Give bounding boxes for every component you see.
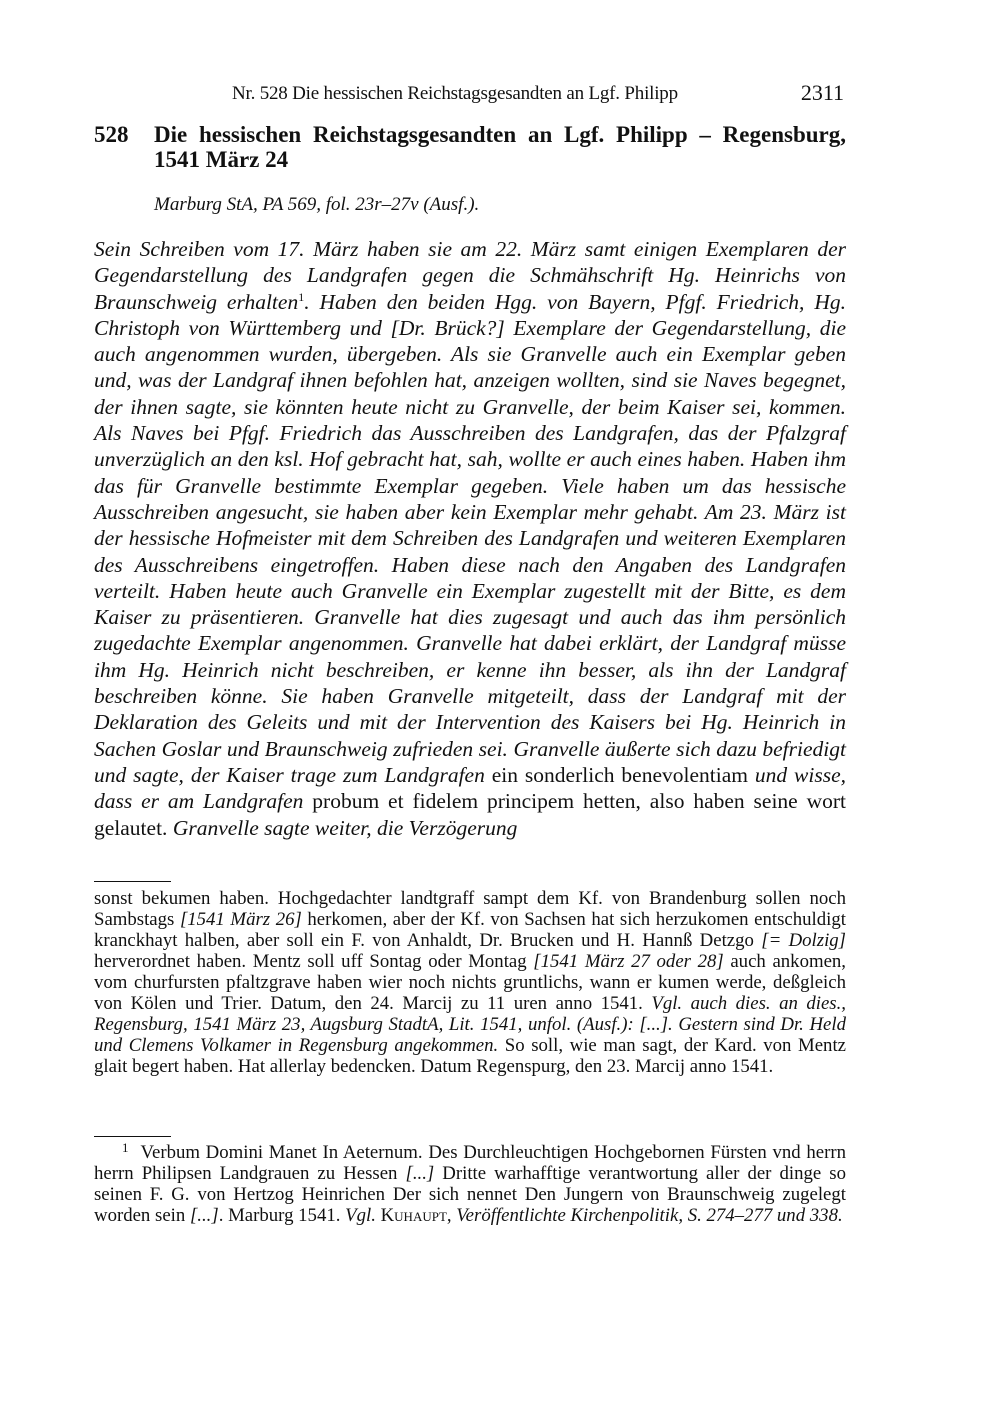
editorial-note: [= Dolzig]: [761, 930, 846, 951]
running-title: Nr. 528 Die hessischen Reichstagsgesandten an Lgf. Philipp: [232, 83, 678, 104]
quotation: probum et fidelem principem hetten, also haben seine wort gelautet.: [94, 789, 846, 840]
footnote-reference[interactable]: 1: [298, 289, 305, 304]
footnote-1: [94, 1142, 846, 1226]
footnote-divider: [94, 881, 171, 882]
editorial-note: [1541 März 26]: [179, 909, 302, 930]
editorial-note: [1541 März 27 oder 28]: [533, 951, 724, 972]
footnote-text: So soll, wie man sagt, der Kard. von Mentz glait begert haben. Hat allerlay bedencken. Datum Regenspurg, den 23. Marcij anno 1541.: [94, 1035, 847, 1077]
editorial-note: [...]: [189, 1205, 219, 1226]
running-head: [94, 80, 846, 106]
main-text: [94, 236, 846, 841]
editorial-note: Vgl.: [345, 1205, 376, 1226]
editorial-note: [...]: [405, 1163, 435, 1184]
footnote-divider: [94, 1136, 171, 1137]
footnote-text: Verbum Domini Manet In Aeternum. Des Durchleuchtigen Hochgebornen Fürsten vnd herrn herrn Philipsen Landgrauen zu Hessen: [94, 1142, 846, 1184]
source-note: Marburg StA, PA 569, fol. 23r–27v (Ausf.).: [154, 194, 480, 215]
footnote-text: sonst bekumen haben. Hochgedachter landtgraff sampt dem Kf. von Brandenburg sollen noch Sambstags: [94, 888, 846, 930]
footnote-mark: 1: [122, 1140, 129, 1155]
document-title: Die hessischen Reichstagsgesandten an Lgf. Philipp – Regensburg, 1541 März 24: [154, 122, 846, 172]
main-text-part: und wisse, dass er am Landgrafen: [94, 762, 847, 814]
document-heading: [94, 122, 846, 172]
footnote-text: ,: [446, 1205, 457, 1226]
footnote-text: Dritte warhafftige verantwortung aller der dinge so seinen F. G. von Hertzog Heinrichen Der sich nennet Den Jungern von Braunschweig zugelegt worden sein: [94, 1163, 846, 1226]
main-text-part: . Haben den beiden Hgg. von Bayern, Pfgf. Friedrich, Hg. Christoph von Württemberg und [Dr. Brück?] Exemplare der Gegendarstellung, die auch angenommen wurden, übergeben. Als sie Granvelle auch ein Exemplar geben und, was der Landgraf ihnen befohlen hat, anzeigen wollten, sind sie Naves begegnet, der ihnen sagte, sie könnten heute nicht zu Granvelle, der beim Kaiser sei, kommen. Als Naves bei Pfgf. Friedrich das Ausschreiben des Landgrafen, das der Pfalzgraf unverzüglich an den ksl. Hof gebracht hat, sah, wollte er auch eines haben. Haben ihm das für Granvelle bestimmte Exemplar gegeben. Viele haben um das hessische Ausschreiben angesucht, sie haben aber kein Exemplar mehr gehabt. Am 23. März ist der hessische Hofmeister mit dem Schreiben des Landgrafen und weiteren Exemplaren des Ausschreibens eingetroffen. Haben diese nach den Angaben des Landgrafen verteilt. Haben heute auch Granvelle ein Exemplar zugestellt mit der Bitte, es dem Kaiser zu präsentieren. Granvelle hat dies zugesagt und auch das ihm persönlich zugedachte Exemplar angenommen. Granvelle hat dabei erklärt, der Landgraf müsse ihm Hg. Heinrich nicht beschreiben, er kenne ihn besser, als ihn der Landgraf beschreiben könne. Sie haben Granvelle mitgeteilt, dass der Landgraf mit der Deklaration des Geleits und mit der Intervention des Kaisers bei Hg. Heinrich in Sachen Goslar und Braunschweig zufrieden sei. Granvelle äußerte sich dazu befriedigt und sagte, der Kaiser trage zum Landgrafen: [94, 289, 846, 787]
footnote-text: auch ankomen, vom churfursten pfaltzgrave haben wier noch nichts gruntlichs, wann er kumen werde, deßgleich von Kölen und Trier. Datum, den 24. Marcij zu 11 uren anno 1541.: [94, 951, 846, 1014]
main-text-part: Sein Schreiben vom 17. März haben sie am 22. März samt einigen Exemplaren der Gegendarstellung des Landgrafen gegen die Schmähschrift Hg. Heinrichs von Braunschweig erhalten: [94, 237, 846, 314]
footnote-text: herkomen, aber der Kf. von Sachsen hat sich herzukomen entschuldigt kranckhayt halben, aber soll ein F. von Anhaldt, Dr. Brucken und H. Hannß Detzgo: [94, 909, 846, 951]
footnote-continuation: [94, 888, 846, 1077]
footnote-text: . Marburg 1541.: [218, 1205, 346, 1226]
footnote-text: herverordnet haben. Mentz soll uff Sontag oder Montag: [94, 951, 534, 972]
citation-title: Veröffentlichte Kirchenpolitik, S. 274–277 und 338.: [456, 1205, 843, 1226]
page-number: 2311: [800, 80, 844, 105]
main-text-part: Granvelle sagte weiter, die Verzögerung: [172, 815, 518, 840]
document-number: 528: [94, 122, 129, 147]
author-name: Kuhaupt: [380, 1205, 447, 1226]
editorial-note: Vgl. auch dies. an dies., Regensburg, 1541 März 23, Augsburg StadtA, Lit. 1541, unfol. (Ausf.): [...]. Gestern sind Dr. Held und Clemens Volkamer in Regensburg angekommen.: [94, 993, 846, 1056]
quotation: ein sonderlich benevolentiam: [484, 762, 755, 787]
